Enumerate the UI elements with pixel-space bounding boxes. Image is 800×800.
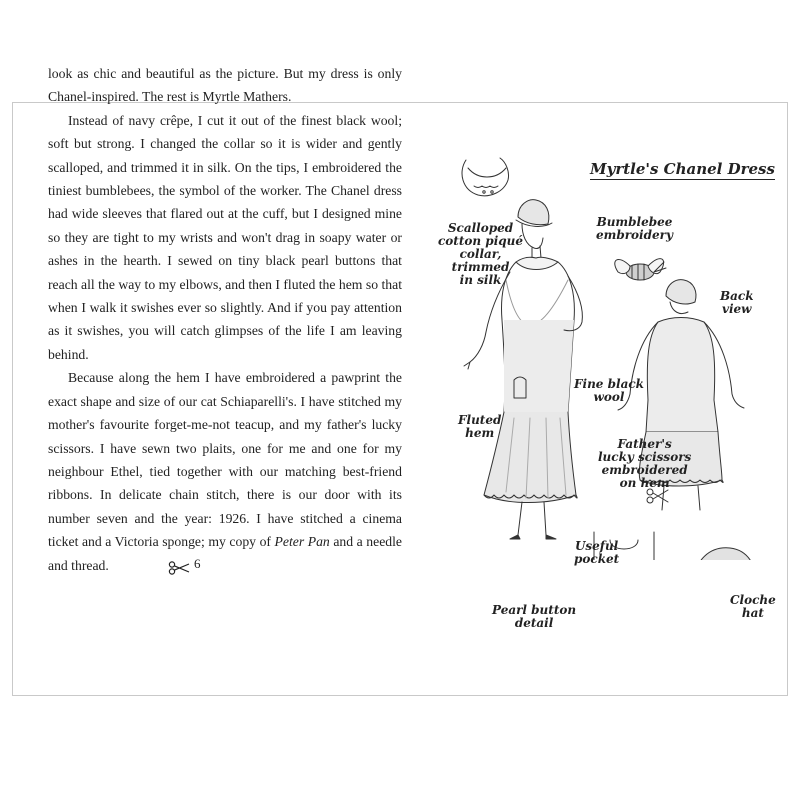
label-fluted-hem: Fluted hem: [458, 413, 502, 440]
label-pearl-button: Pearl button detail: [492, 603, 577, 630]
label-collar: Scalloped cotton piqué collar, trimmed in silk: [438, 221, 524, 287]
book-title: Peter Pan: [274, 534, 330, 550]
dress-illustration: [418, 40, 768, 560]
bumblebee-sketch: [615, 259, 666, 280]
collar-detail-sketch: [462, 158, 509, 196]
paragraph-3: [48, 366, 402, 577]
label-cloche-hat: Cloche hat: [730, 593, 776, 620]
label-fine-wool: Fine black wool: [574, 377, 644, 404]
paragraph-3-text: Because along the hem I have embroidered a pawprint the exact shape and size of our cat Schiaparelli's. I have stitched my mother's favourite forget-me-not teacup, and my father's lucky scissors. I have sewn two plaits, one for me and one for my neighbour Ethel, tied together with our matching best-friend ribbons. In delicate chain stitch, there is our door with its number seven and the year: 1926. I have stitched a cinema ticket and a Victoria sponge; my copy of: [48, 370, 402, 550]
page-number: 6: [194, 556, 201, 571]
label-bumblebee: Bumblebee embroidery: [596, 215, 673, 242]
paragraph-3-end: and a needle and thread.: [48, 534, 402, 573]
scissors-icon: [168, 561, 190, 575]
paragraph-2: Instead of navy crêpe, I cut it out of the finest black wool; soft but strong. I changed the collar so it is wider and gently scalloped, and trimmed it in silk. On the tips, I embroidered the tiniest bumblebees, the symbol of the worker. The Chanel dress had wide sleeves that flared out at the cuff, but I designed mine so they are tight to my wrists and won't drag in soapy water or ashes in the hearth. I sewed on tiny black pearl buttons that reach all the way to my elbows, and then I fluted the hem so that when I walk it swishes ever so slightly. And if you pay attention as it swishes, you will catch glimpses of the life I am leaving behind.: [48, 112, 402, 362]
label-pocket: Useful pocket: [574, 539, 620, 566]
label-lucky-scissors: Father's lucky scissors embroidered on hem: [598, 437, 692, 490]
paragraph-1: look as chic and beautiful as the picture. But my dress is only Chanel-inspired. The rest is Myrtle Mathers.: [48, 66, 402, 105]
label-back-view: Back view: [720, 289, 754, 316]
page-folio: [168, 556, 201, 576]
cloche-hat-sketch: [694, 548, 756, 560]
illustration-title: Myrtle's Chanel Dress: [590, 160, 775, 178]
embroidered-scissors-sketch: [647, 489, 668, 503]
left-page-text: [48, 62, 402, 577]
